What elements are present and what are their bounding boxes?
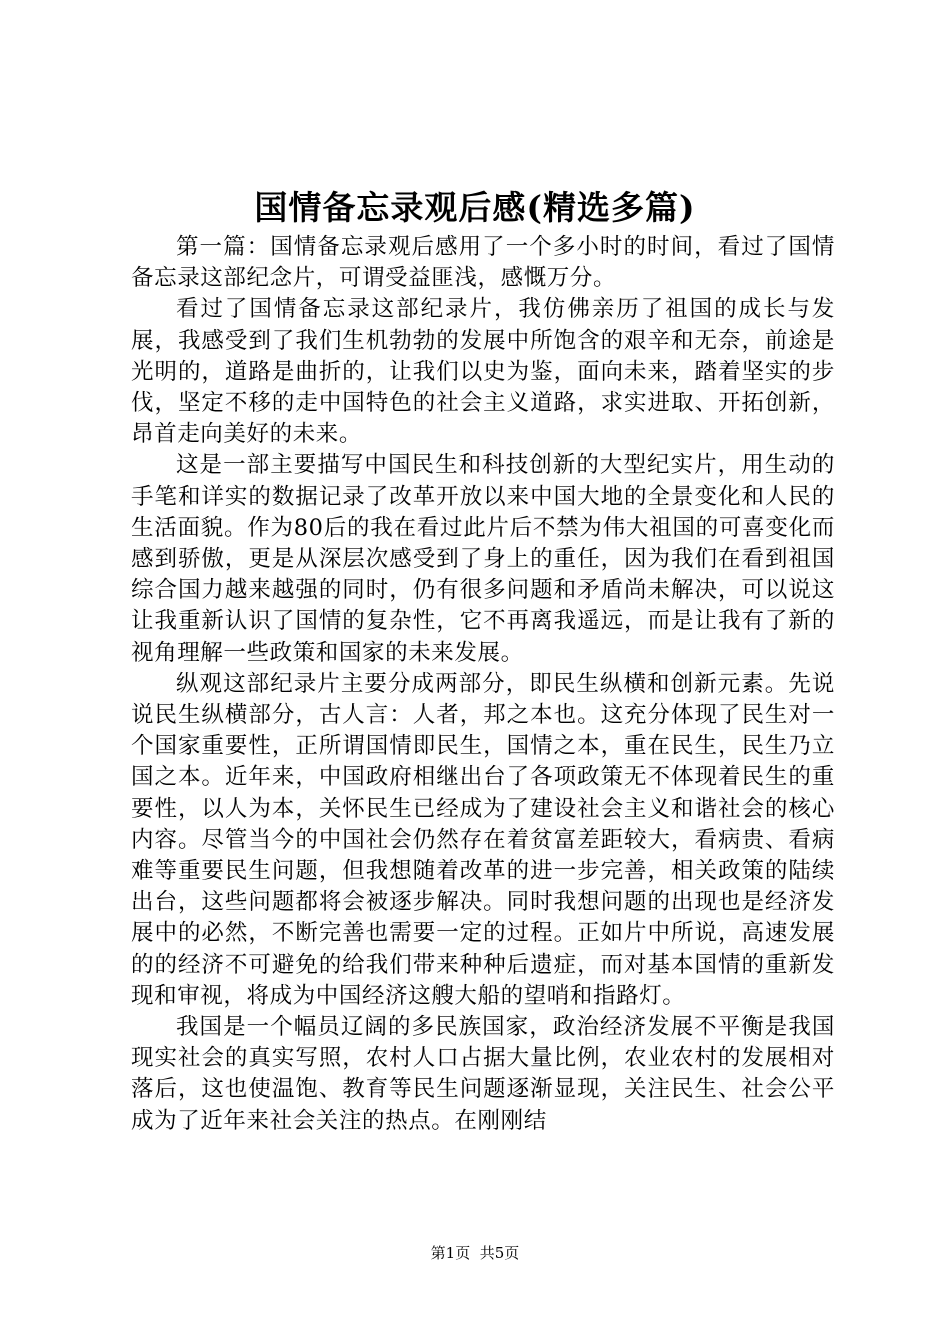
footer-spacer	[470, 1244, 480, 1262]
document-body	[131, 232, 835, 1137]
page-total: 共5页	[479, 1244, 520, 1262]
paragraph-2: 看过了国情备忘录这部纪录片，我仿佛亲历了祖国的成长与发展，我感受到了我们生机勃勃的发展中所饱含的艰辛和无奈，前途是光明的，道路是曲折的，让我们以史为鉴，面向未来，踏着坚实的步伐，坚定不移的走中国特色的社会主义道路，求实进取、开拓创新，昂首走向美好的未来。	[131, 296, 835, 448]
paragraph-5: 我国是一个幅员辽阔的多民族国家，政治经济发展不平衡是我国现实社会的真实写照，农村人口占据大量比例，农业农村的发展相对落后，这也使温饱、教育等民生问题逐渐显现，关注民生、社会公平成为了近年来社会关注的热点。在刚刚结	[131, 1014, 835, 1134]
document-title: 国情备忘录观后感(精选多篇)	[254, 188, 696, 227]
page-number: 第1页	[430, 1244, 471, 1262]
page-footer	[0, 1243, 950, 1263]
paragraph-3: 这是一部主要描写中国民生和科技创新的大型纪实片，用生动的手笔和详实的数据记录了改革开放以来中国大地的全景变化和人民的生活面貌。作为80后的我在看过此片后不禁为伟大祖国的可喜变化而感到骄傲，更是从深层次感受到了身上的重任，因为我们在看到祖国综合国力越来越强的同时，仍有很多问题和矛盾尚未解决，可以说这让我重新认识了国情的复杂性，它不再离我遥远，而是让我有了新的视角理解一些政策和国家的未来发展。	[131, 452, 835, 666]
paragraph-4: 纵观这部纪录片主要分成两部分，即民生纵横和创新元素。先说说民生纵横部分，古人言：人者，邦之本也。这充分体现了民生对一个国家重要性，正所谓国情即民生，国情之本，重在民生，民生乃立国之本。近年来，中国政府相继出台了各项政策无不体现着民生的重要性，以人为本，关怀民生已经成为了建设社会主义和谐社会的核心内容。尽管当今的中国社会仍然存在着贫富差距较大，看病贵、看病难等重要民生问题，但我想随着改革的进一步完善，相关政策的陆续出台，这些问题都将会被逐步解决。同时我想问题的出现也是经济发展中的必然，不断完善也需要一定的过程。正如片中所说，高速发展的的经济不可避免的给我们带来种种后遗症，而对基本国情的重新发现和审视，将成为中国经济这艘大船的望哨和指路灯。	[131, 670, 835, 1009]
paragraph-1: 第一篇：国情备忘录观后感用了一个多小时的时间，看过了国情备忘录这部纪念片，可谓受益匪浅，感慨万分。	[131, 234, 835, 292]
